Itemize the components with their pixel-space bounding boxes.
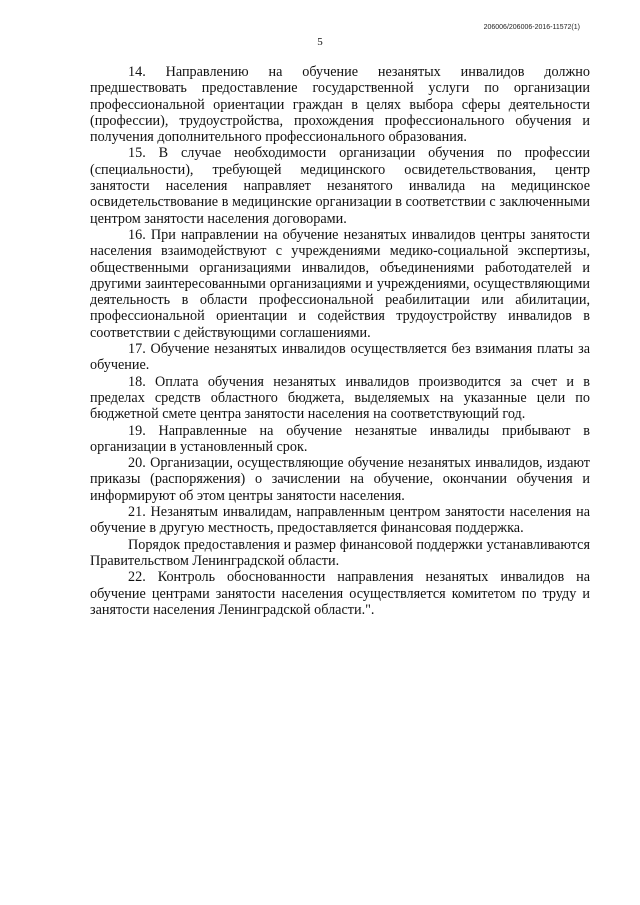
paragraph-22: 22. Контроль обоснованности направления незанятых инвалидов на обучение центрами занятости населения осуществляется комитетом по труду и занятости населения Ленинградской области.".	[90, 569, 590, 618]
document-body	[90, 64, 590, 618]
page-number: 5	[317, 36, 323, 48]
paragraph-19: 19. Направленные на обучение незанятые инвалиды прибывают в организации в установленный срок.	[90, 422, 590, 455]
paragraph-16: 16. При направлении на обучение незанятых инвалидов центры занятости населения взаимодействуют с учреждениями медико-социальной экспертизы, общественными организациями инвалидов, объединениями работодателей и другими заинтересованными организациями и учреждениями, осуществляющими деятельность в области профессиональной реабилитации или абилитации, профессиональной ориентации и содействия трудоустройству инвалидов в соответствии с действующими соглашениями.	[90, 226, 590, 341]
document-id: 206006/206006-2016-11572(1)	[483, 24, 580, 31]
paragraph-21: 21. Незанятым инвалидам, направленным центром занятости населения на обучение в другую местность, предоставляется финансовая поддержка.	[90, 504, 590, 537]
paragraph-17: 17. Обучение незанятых инвалидов осуществляется без взимания платы за обучение.	[90, 341, 590, 374]
paragraph-15: 15. В случае необходимости организации обучения по профессии (специальности), требующей медицинского освидетельствования, центр занятости населения направляет незанятого инвалида на медицинское освидетельствование в медицинские организации в соответствии с заключенными центром занятости населения договорами.	[90, 145, 590, 227]
paragraph-21-order: Порядок предоставления и размер финансовой поддержки устанавливаются Правительством Ленинградской области.	[90, 536, 590, 569]
paragraph-14: 14. Направлению на обучение незанятых инвалидов должно предшествовать предоставление государственной услуги по организации профессиональной ориентации граждан в целях выбора сферы деятельности (профессии), трудоустройства, прохождения профессионального обучения и получения дополнительного профессионального образования.	[90, 64, 590, 146]
paragraph-18: 18. Оплата обучения незанятых инвалидов производится за счет и в пределах средств областного бюджета, выделяемых на указанные цели по бюджетной смете центра занятости населения на соответствующий год.	[90, 373, 590, 423]
paragraph-20: 20. Организации, осуществляющие обучение незанятых инвалидов, издают приказы (распоряжения) о зачислении на обучение, окончании обучения и информируют об этом центры занятости населения.	[90, 455, 590, 504]
